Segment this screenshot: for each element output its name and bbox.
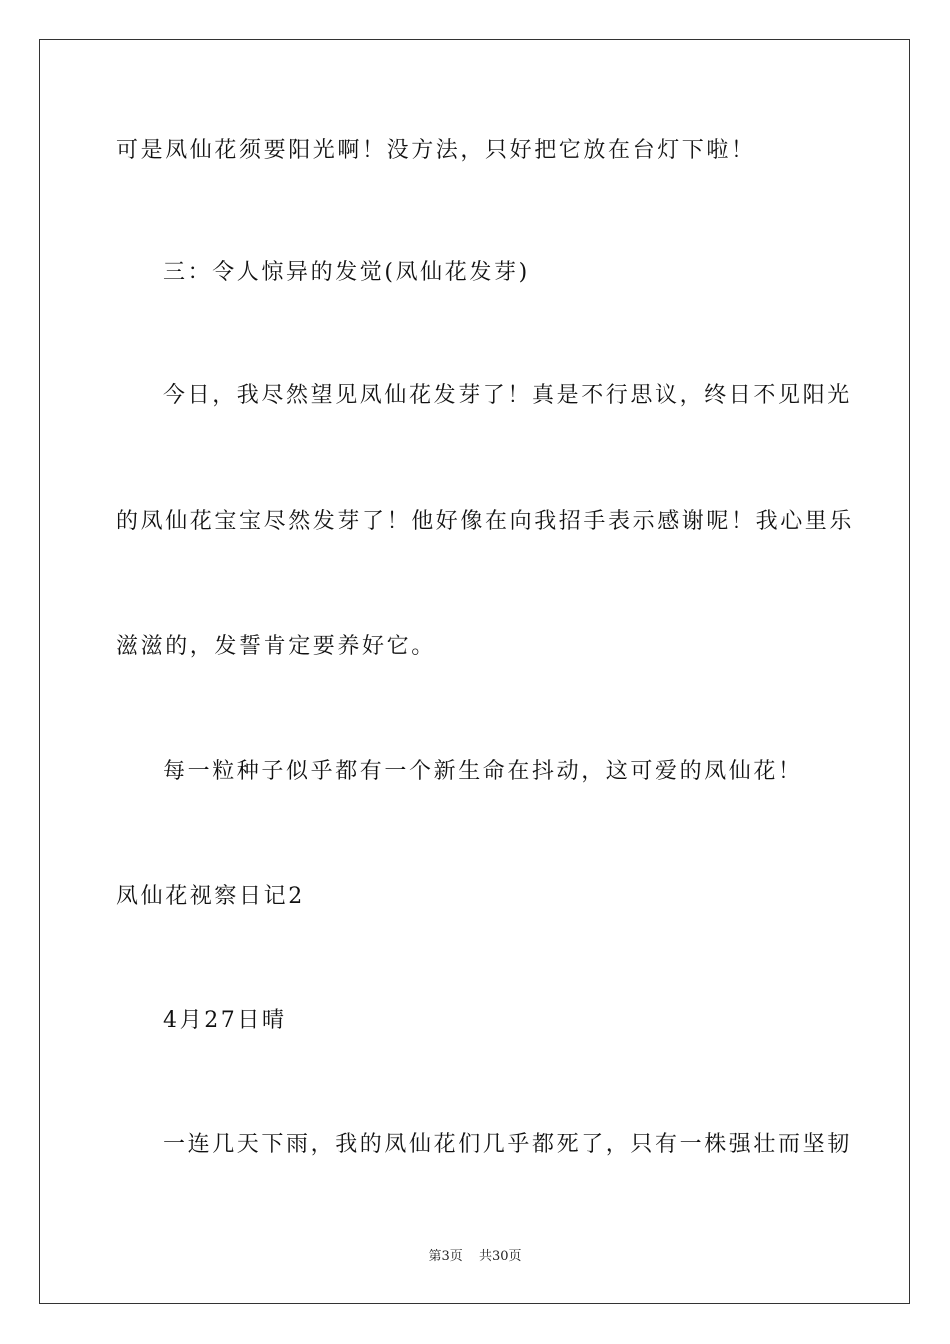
diary-date: 4月27日晴 [163,1008,287,1033]
section-heading: 三：令人惊异的发觉(凤仙花发芽) [163,260,530,285]
paragraph-line: 今日，我尽然望见凤仙花发芽了！真是不行思议，终日不见阳光 [163,383,852,408]
paragraph-line: 滋滋的，发誓肯定要养好它。 [116,634,436,659]
diary-title: 凤仙花视察日记2 [116,884,305,909]
paragraph-line: 可是凤仙花须要阳光啊！没方法，只好把它放在台灯下啦！ [116,138,756,163]
page-number-current: 第3页 [428,1249,463,1264]
page-footer [0,1247,950,1267]
paragraph-line: 每一粒种子似乎都有一个新生命在抖动，这可爱的凤仙花！ [163,759,803,784]
paragraph-line: 一连几天下雨，我的凤仙花们几乎都死了，只有一株强壮而坚韧 [163,1132,852,1157]
page-border [39,39,910,1304]
paragraph-line: 的凤仙花宝宝尽然发芽了！他好像在向我招手表示感谢呢！我心里乐 [116,509,855,534]
page-number-total: 共30页 [478,1249,522,1264]
